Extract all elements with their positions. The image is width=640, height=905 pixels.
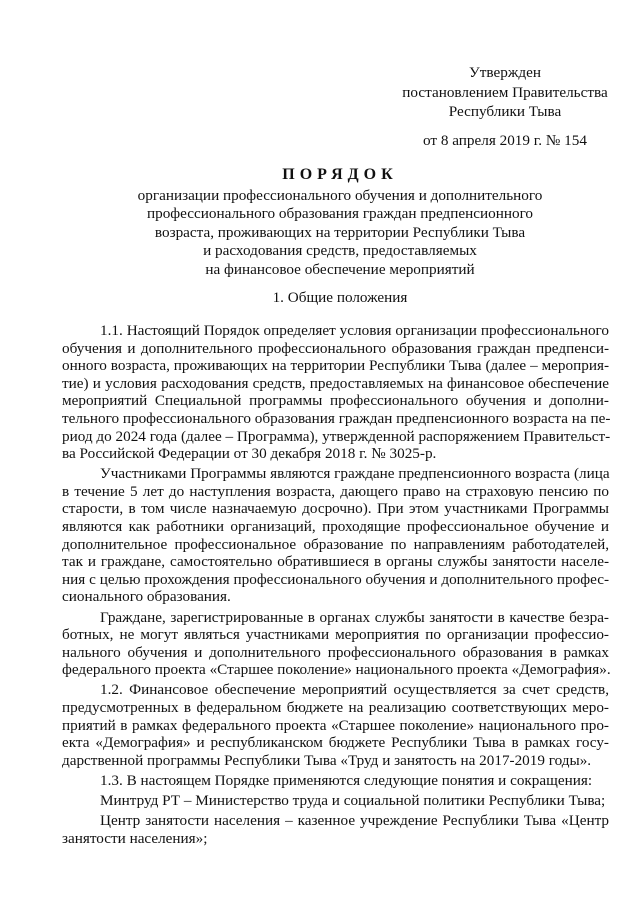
approval-line-2: постановлением Правительства	[402, 83, 608, 101]
subtitle-line: организации профессионального обучения и дополнительного	[137, 187, 543, 204]
paragraph	[62, 322, 609, 463]
section-heading: 1. Общие положения	[272, 289, 408, 306]
subtitle-line: возраста, проживающих на территории Республики Тыва	[154, 223, 526, 241]
paragraph	[62, 681, 609, 769]
paragraph-line: дополнительное профессиональное образование по направлениям работодателей,	[62, 535, 609, 553]
paragraph	[62, 812, 609, 847]
paragraph	[62, 772, 609, 790]
document-subtitle	[70, 187, 610, 279]
paragraph-line: екта «Демография» и республиканском бюджете Республики Тыва в рамках госу-	[62, 734, 609, 752]
paragraph-line: ния с целью прохождения профессионального обучения и дополнительного профес-	[62, 570, 609, 588]
paragraph-line: дарственной программы Республики Тыва «Труд и занятость на 2017-2019 годы».	[62, 751, 592, 769]
approval-line-1: Утвержден	[469, 64, 541, 81]
paragraph-line: 1.1. Настоящий Порядок определяет условия организации профессионального	[100, 322, 609, 339]
paragraph-line: так и граждане, самостоятельно обратившиеся в органы службы занятости населе-	[62, 553, 609, 571]
approval-stamp	[385, 64, 625, 151]
paragraph	[62, 792, 609, 810]
paragraph-line: онного возраста, проживающих на территории Республики Тыва (далее – мероприя-	[62, 357, 609, 375]
paragraph-line: Центр занятости населения – казенное учреждение Республики Тыва «Центр	[100, 812, 609, 830]
paragraph-line: тие) и условия расходования средств, предоставляемых на финансовое обеспечение	[62, 374, 609, 392]
paragraph-line: риод до 2024 года (далее – Программа), утвержденной распоряжением Правительст-	[62, 427, 611, 445]
paragraph-line: обучения и дополнительного профессионального образования граждан предпенси-	[62, 339, 609, 357]
paragraph-line: сионального образования.	[62, 588, 231, 606]
document-body	[62, 322, 609, 850]
approval-date: от 8 апреля 2019 г. № 154	[423, 131, 587, 149]
approval-line-3: Республики Тыва	[448, 103, 562, 120]
paragraph-line: Участниками Программы являются граждане предпенсионного возраста (лица	[100, 465, 610, 483]
paragraph-line: в течение 5 лет до наступления возраста, дающего право на страховую пенсию по	[62, 482, 609, 500]
paragraph-line: ва Российской Федерации от 30 декабря 2018 г. № 3025-р.	[62, 445, 437, 463]
paragraph-line: предусмотренных в федеральном бюджете на реализацию соответствующих меро-	[62, 698, 609, 716]
paragraph-line: 1.3. В настоящем Порядке применяются следующие понятия и сокращения:	[100, 771, 593, 789]
document-title: ПОРЯДОК	[282, 166, 398, 183]
subtitle-line: и расходования средств, предоставляемых	[203, 242, 477, 260]
paragraph	[62, 465, 609, 606]
paragraph-line: занятости населения»;	[62, 829, 208, 847]
paragraph-line: Минтруд РТ – Министерство труда и социальной политики Республики Тыва;	[100, 791, 606, 809]
subtitle-line: профессионального образования граждан предпенсионного	[146, 205, 534, 223]
paragraph-line: старости, в том числе назначаемую досрочно). При этом участниками Программы	[62, 500, 609, 518]
paragraph-line: нального обучения и дополнительного профессионального образования в рамках	[62, 643, 609, 661]
paragraph-line: ботных, не могут являться участниками мероприятия по организации профессио-	[62, 626, 609, 644]
paragraph-line: мероприятий Специальной программы профессионального обучения и дополни-	[62, 392, 609, 410]
paragraph	[62, 609, 609, 679]
paragraph-line: Граждане, зарегистрированные в органах службы занятости в качестве безра-	[100, 608, 609, 626]
paragraph-line: федерального проекта «Старшее поколение» национального проекта «Демография».	[62, 661, 611, 679]
paragraph-line: являются как работники организаций, проходящие профессиональное обучение и	[62, 518, 609, 536]
paragraph-line: тельного профессионального образования граждан предпенсионного возраста на пе-	[62, 409, 611, 427]
paragraph-line: приятий в рамках федерального проекта «Старшее поколение» национального про-	[62, 716, 609, 734]
subtitle-line: на финансовое обеспечение мероприятий	[205, 260, 475, 278]
paragraph-line: 1.2. Финансовое обеспечение мероприятий осуществляется за счет средств,	[100, 681, 609, 699]
